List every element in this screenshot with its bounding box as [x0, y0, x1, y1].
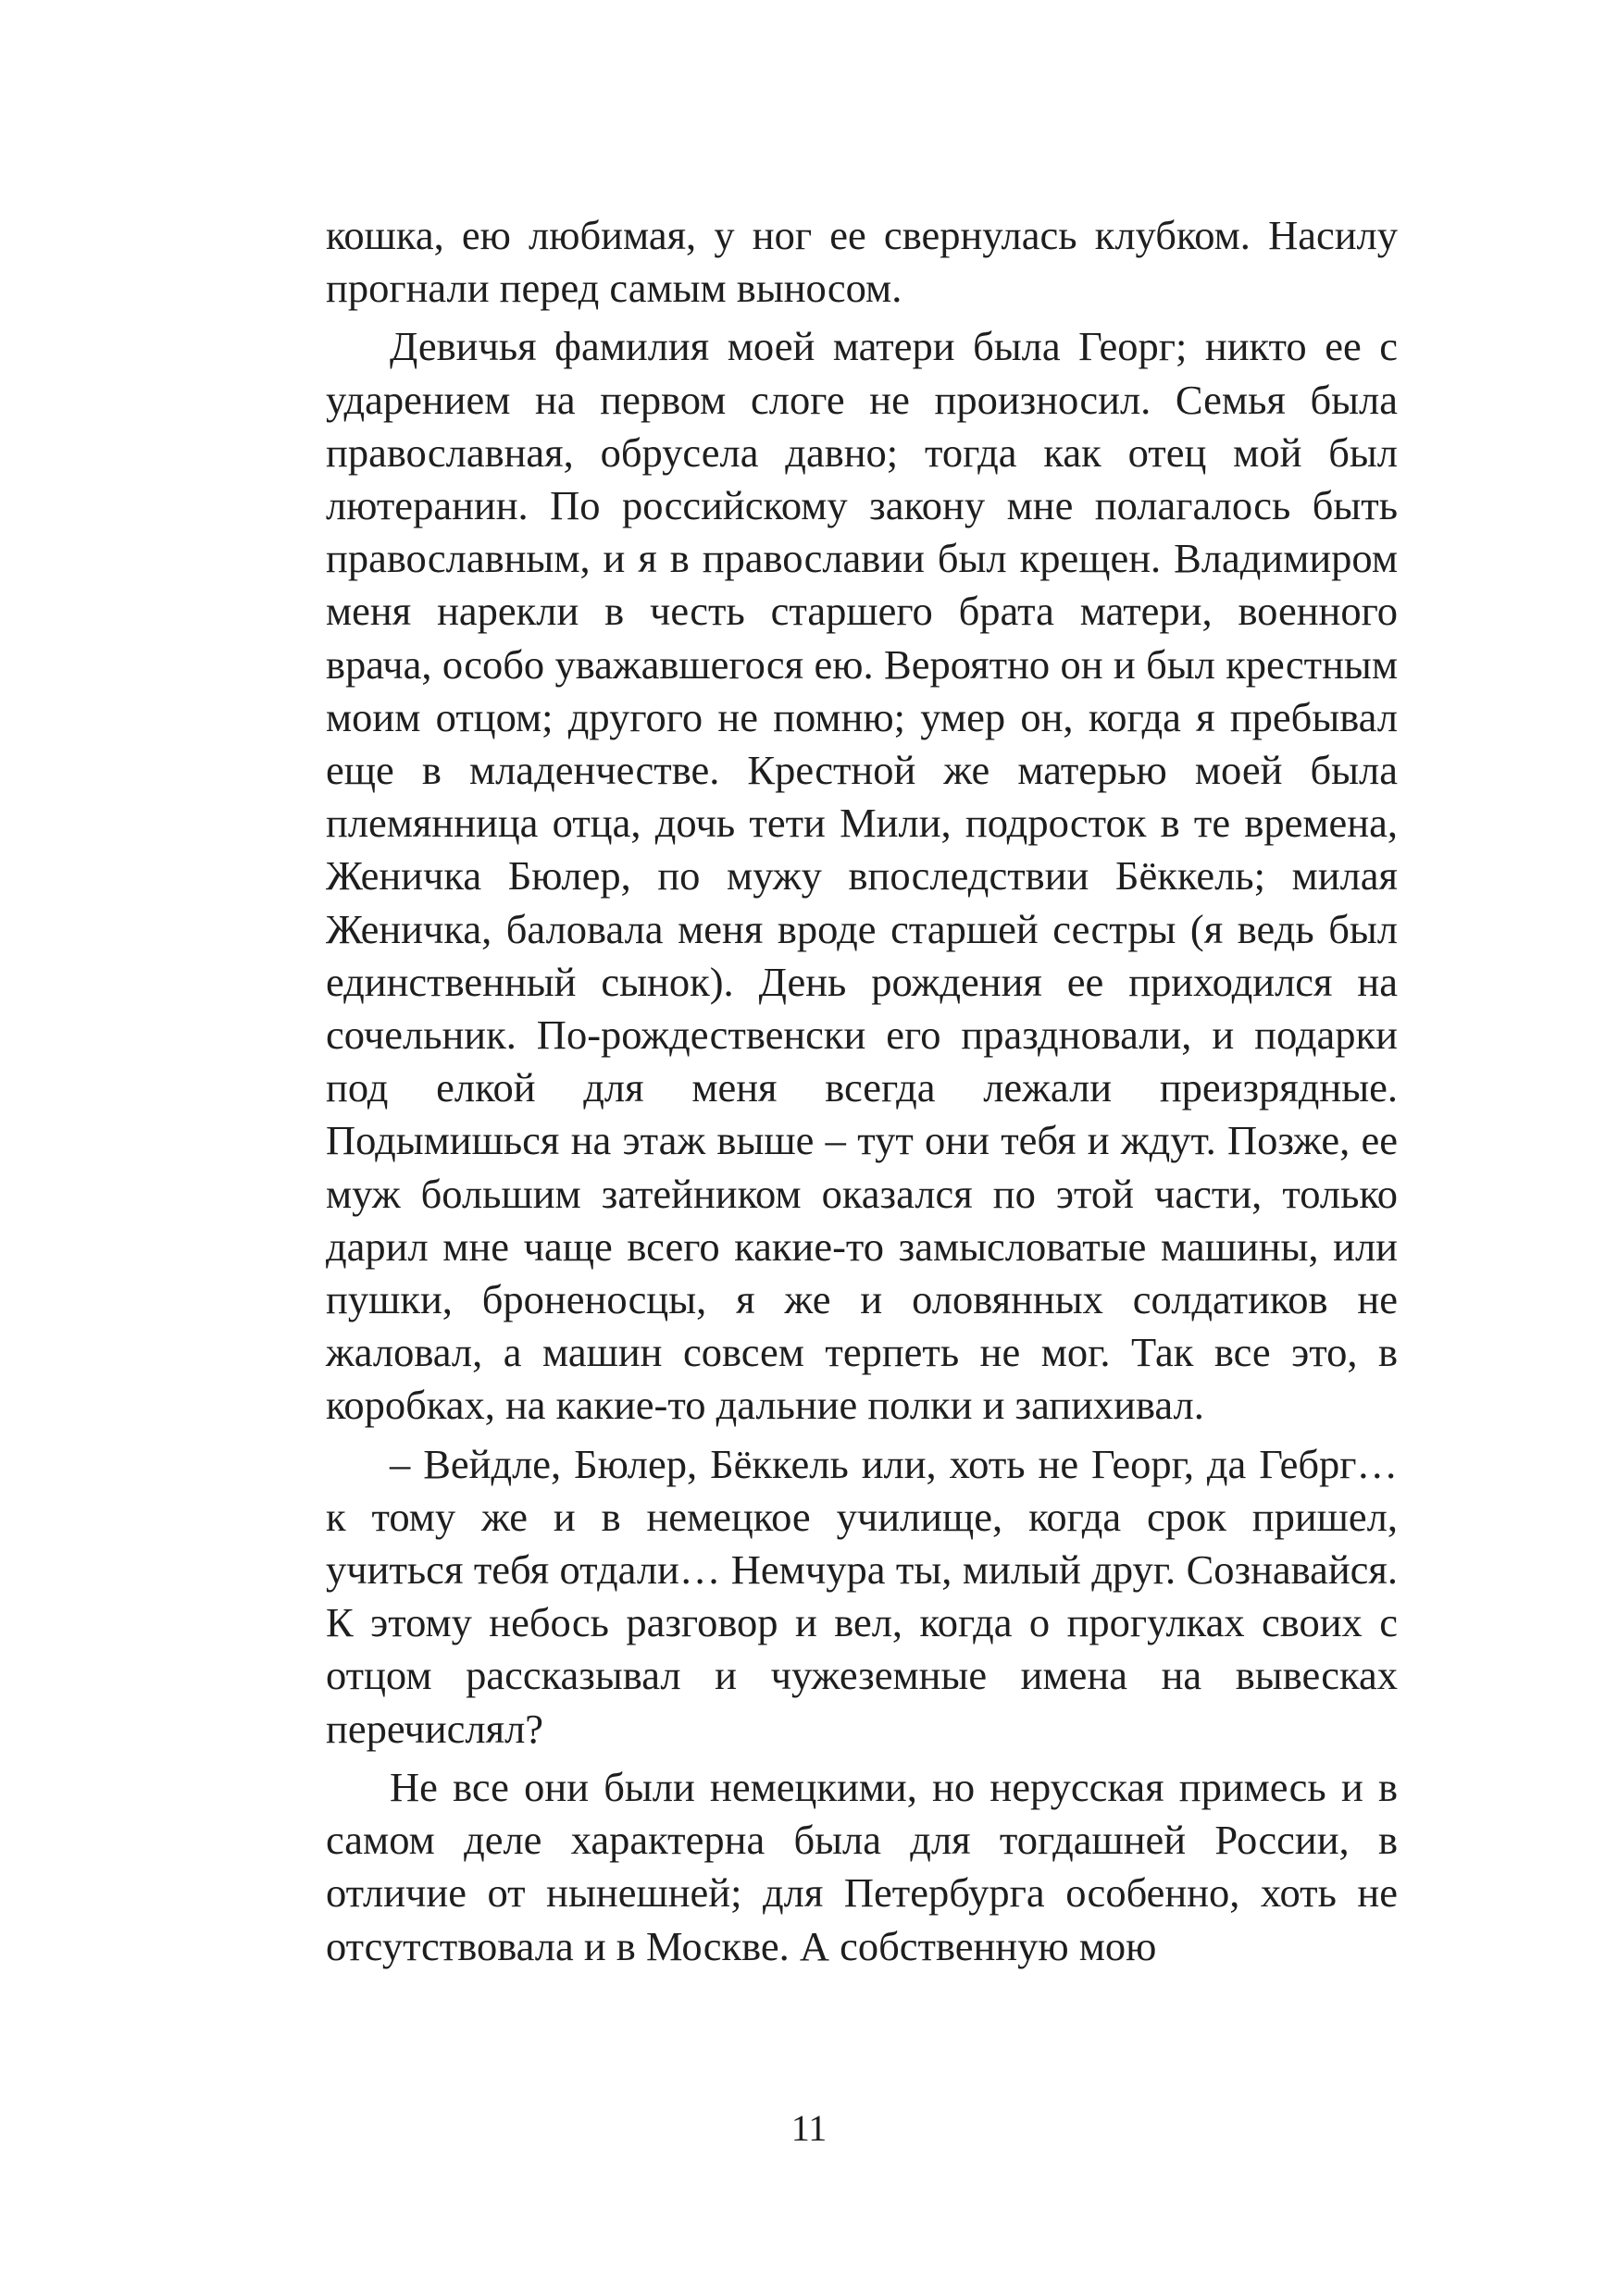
body-text	[326, 209, 1398, 1973]
paragraph-2: Девичья фамилия моей матери была Георг; никто ее с ударением на первом слоге не произносил. Семья была православная, обрусела давно; тогда как отец мой был лютеранин. По российскому закону мне полагалось быть православным, и я в православии был крещен. Владимиром меня нарекли в честь старшего брата матери, военного врача, особо уважавшегося ею. Вероятно он и был крестным моим отцом; другого не помню; умер он, когда я пребывал еще в младенчестве. Крестной же матерью моей была племянница отца, дочь тети Мили, подросток в те времена, Женичка Бюлер, по мужу впоследствии Бёккель; милая Женичка, баловала меня вроде старшей сестры (я ведь был единственный сынок). День рождения ее приходился на сочельник. По-рождественски его праздновали, и подарки под елкой для меня всегда лежали преизрядные. Подымишься на этаж выше – тут они тебя и ждут. Позже, ее муж большим затейником оказался по этой части, только дарил мне чаще всего какие-то замысловатые машины, или пушки, броненосцы, я же и оловянных солдатиков не жаловал, а машин совсем терпеть не мог. Так все это, в коробках, на какие-то дальние полки и запихивал.	[326, 323, 1398, 1429]
paragraph-4: Не все они были немецкими, но нерусская примесь и в самом деле характерна была для тогдашней России, в отличие от нынешней; для Петербурга особенно, хоть не отсутствовала и в Москве. А собственную мою	[326, 1763, 1398, 1969]
paragraph-1: кошка, ею любимая, у ног ее свернулась клубком. Насилу прогнали перед самым выносом.	[326, 212, 1398, 312]
page-number: 11	[790, 2107, 828, 2149]
paragraph-3: – Вейдле, Бюлер, Бёккель или, хоть не Георг, да Гебрг… к тому же и в немецкое училище, когда срок пришел, учиться тебя отдали… Немчура ты, милый друг. Сознавайся. К этому небось разговор и вел, когда о прогулках своих с отцом рассказывал и чужеземные имена на вывесках перечислял?	[326, 1440, 1398, 1752]
